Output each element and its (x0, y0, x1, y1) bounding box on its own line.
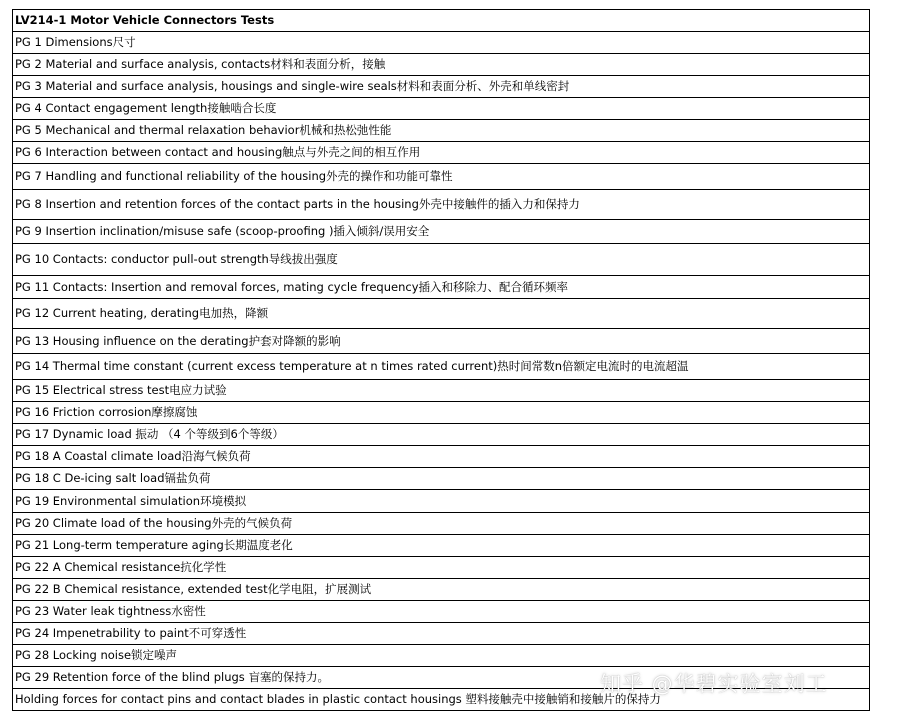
table-row (13, 354, 870, 380)
table-header-row (13, 10, 870, 32)
table-row (13, 446, 870, 468)
table-row (13, 120, 870, 142)
table-cell: PG 12 Current heating, derating电加热，降额 (13, 299, 870, 329)
table-row (13, 557, 870, 579)
table-cell: PG 15 Electrical stress test电应力试验 (13, 380, 870, 402)
table-row (13, 220, 870, 244)
zhihu-watermark: 知乎 @华碧实验室刘工 (600, 672, 828, 696)
table-cell: PG 20 Climate load of the housing外壳的气候负荷 (13, 513, 870, 535)
table-row (13, 490, 870, 513)
table-row (13, 32, 870, 54)
table-row (13, 513, 870, 535)
table-cell: PG 1 Dimensions尺寸 (13, 32, 870, 54)
table-cell: PG 14 Thermal time constant (current excess temperature at n times rated current)热时间常数n倍额定电流时的电流超温 (13, 354, 870, 380)
table-row (13, 601, 870, 623)
table-row (13, 244, 870, 276)
table-row (13, 645, 870, 667)
table-cell: PG 22 B Chemical resistance, extended test化学电阻，扩展测试 (13, 579, 870, 601)
table-row (13, 190, 870, 220)
table-cell: PG 9 Insertion inclination/misuse safe (scoop-proofing )插入倾斜/误用安全 (13, 220, 870, 244)
table-cell: PG 4 Contact engagement length接触啮合长度 (13, 98, 870, 120)
table-row (13, 535, 870, 557)
table-cell: PG 13 Housing influence on the derating护套对降额的影响 (13, 329, 870, 354)
table-row (13, 329, 870, 354)
table-cell: PG 24 Impenetrability to paint不可穿透性 (13, 623, 870, 645)
table-row (13, 276, 870, 299)
table-row (13, 468, 870, 490)
table-row (13, 299, 870, 329)
table-row (13, 579, 870, 601)
table-cell: PG 8 Insertion and retention forces of the contact parts in the housing外壳中接触件的插入力和保持力 (13, 190, 870, 220)
table-cell: PG 10 Contacts: conductor pull-out strength导线拔出强度 (13, 244, 870, 276)
tests-table (12, 9, 870, 711)
table-cell: PG 18 A Coastal climate load沿海气候负荷 (13, 446, 870, 468)
table-row (13, 142, 870, 164)
table-title: LV214-1 Motor Vehicle Connectors Tests (13, 10, 870, 32)
table-cell: PG 6 Interaction between contact and housing触点与外壳之间的相互作用 (13, 142, 870, 164)
table-cell: PG 19 Environmental simulation环境模拟 (13, 490, 870, 513)
table-cell: Holding forces for contact pins and contact blades in plastic contact housings 塑料接触壳中接触销和接触片的保持力 (13, 689, 870, 711)
table-cell: PG 28 Locking noise锁定噪声 (13, 645, 870, 667)
table-cell: PG 17 Dynamic load 振动 （4 个等级到6个等级） (13, 424, 870, 446)
table-cell: PG 29 Retention force of the blind plugs 盲塞的保持力。 (13, 667, 870, 689)
table-cell: PG 5 Mechanical and thermal relaxation behavior机械和热松弛性能 (13, 120, 870, 142)
table-cell: PG 16 Friction corrosion摩擦腐蚀 (13, 402, 870, 424)
table-cell: PG 3 Material and surface analysis, housings and single-wire seals材料和表面分析、外壳和单线密封 (13, 76, 870, 98)
table-cell: PG 22 A Chemical resistance抗化学性 (13, 557, 870, 579)
table-row (13, 402, 870, 424)
table-cell: PG 11 Contacts: Insertion and removal forces, mating cycle frequency插入和移除力、配合循环频率 (13, 276, 870, 299)
table-row (13, 689, 870, 711)
table-row (13, 424, 870, 446)
table-row (13, 623, 870, 645)
table-cell: PG 2 Material and surface analysis, contacts材料和表面分析，接触 (13, 54, 870, 76)
table-cell: PG 21 Long-term temperature aging长期温度老化 (13, 535, 870, 557)
table-row (13, 54, 870, 76)
table-row (13, 667, 870, 689)
table-cell: PG 18 C De-icing salt load镉盐负荷 (13, 468, 870, 490)
table-row (13, 98, 870, 120)
table-cell: PG 23 Water leak tightness水密性 (13, 601, 870, 623)
table-cell: PG 7 Handling and functional reliability of the housing外壳的操作和功能可靠性 (13, 164, 870, 190)
table-row (13, 76, 870, 98)
table-row (13, 164, 870, 190)
table-row (13, 380, 870, 402)
